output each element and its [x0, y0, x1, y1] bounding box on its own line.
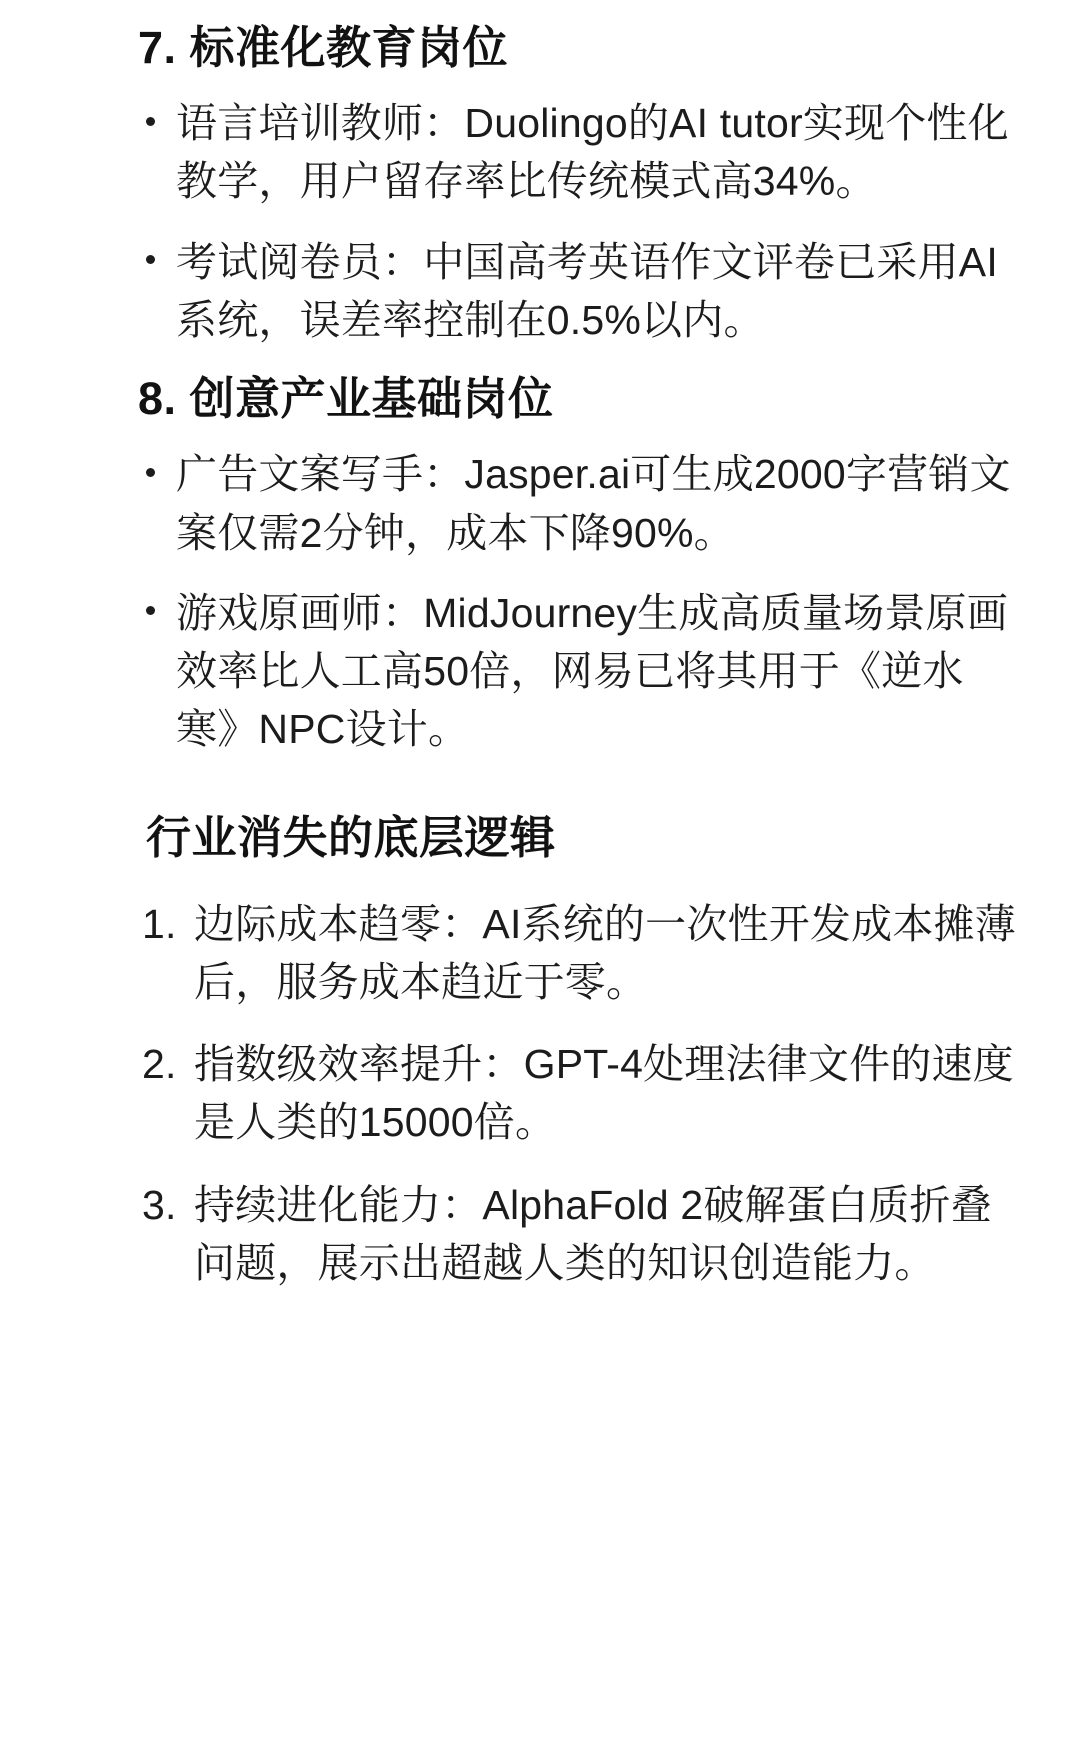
section-8-list — [138, 445, 1020, 758]
section-heading-7: 7. 标准化教育岗位 — [138, 22, 509, 73]
section-7-list — [138, 94, 1020, 349]
list-item-text: 语言培训教师：Duolingo的AI tutor实现个性化教学，用户留存率比传统模式高34%。 — [176, 100, 1009, 205]
list-item — [138, 233, 1020, 349]
list-item — [138, 1176, 1020, 1292]
list-item-text: 考试阅卷员：中国高考英语作文评卷已采用AI系统，误差率控制在0.5%以内。 — [176, 238, 998, 343]
list-item-text: 指数级效率提升：GPT-4处理法律文件的速度是人类的15000倍。 — [194, 1041, 1014, 1146]
list-item-number: 3. — [142, 1181, 177, 1228]
list-item-number: 2. — [142, 1041, 177, 1088]
list-item — [138, 445, 1020, 561]
list-item-text: 持续进化能力：AlphaFold 2破解蛋白质折叠问题，展示出超越人类的知识创造能力。 — [194, 1181, 992, 1286]
list-item — [138, 1035, 1020, 1151]
list-item-text: 广告文案写手：Jasper.ai可生成2000字营销文案仅需2分钟，成本下降90%。 — [176, 451, 1011, 556]
list-item-text: 边际成本趋零：AI系统的一次性开发成本摊薄后，服务成本趋近于零。 — [194, 900, 1016, 1005]
list-item — [138, 584, 1020, 759]
list-item-number: 1. — [142, 900, 177, 947]
list-item — [138, 895, 1020, 1011]
section-heading-8: 8. 创意产业基础岗位 — [138, 373, 554, 425]
list-item — [138, 94, 1020, 210]
bullet-dot-icon — [146, 606, 155, 615]
bullet-dot-icon — [146, 468, 155, 477]
bullet-dot-icon — [146, 255, 155, 264]
list-item-text: 游戏原画师：MidJourney生成高质量场景原画效率比人工高50倍，网易已将其用于《逆水寒》NPC设计。 — [176, 589, 1008, 753]
bullet-dot-icon — [146, 117, 155, 126]
logic-section-list — [138, 895, 1020, 1292]
logic-section-heading: 行业消失的底层逻辑 — [146, 812, 556, 864]
